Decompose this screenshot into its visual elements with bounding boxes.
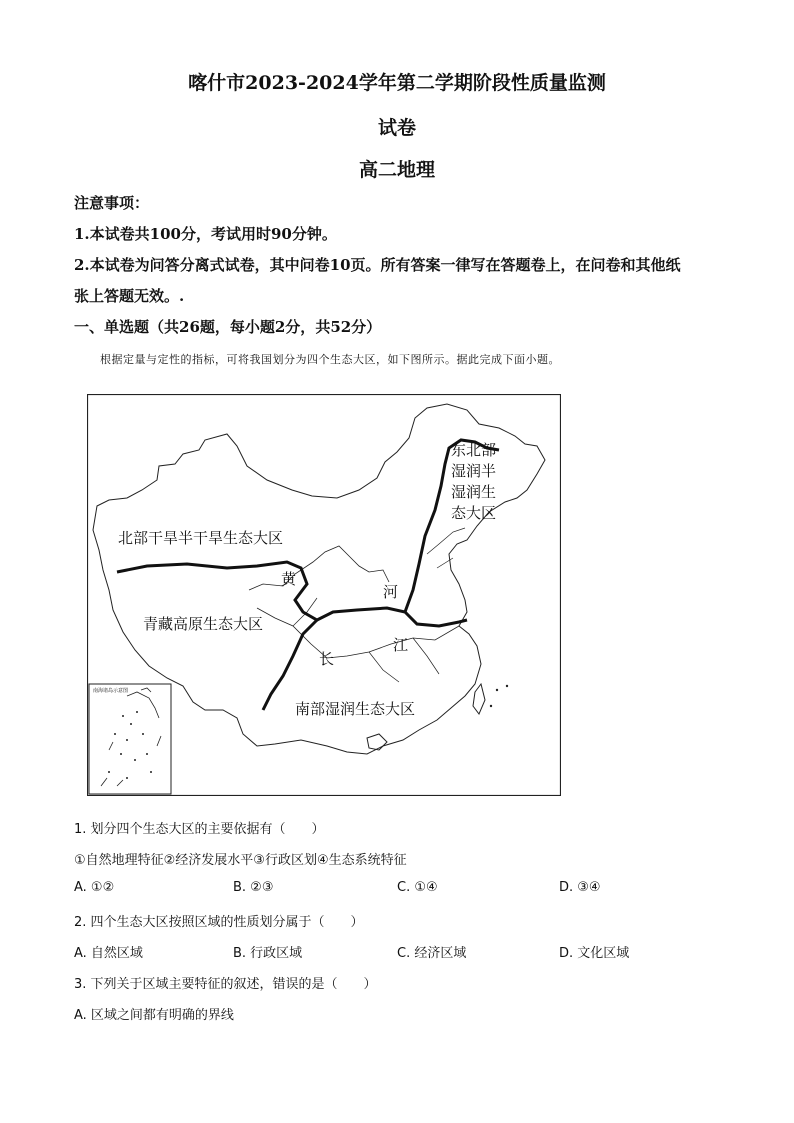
question-2-option-a[interactable]: A. 自然区域 bbox=[74, 946, 143, 961]
note-item-2-line2: 张上答题无效。. bbox=[74, 287, 185, 305]
label-ne-line1: 东北部 bbox=[451, 441, 497, 459]
question-intro: 根据定量与定性的指标，可将我国划分为四个生态大区，如下图所示。据此完成下面小题。 bbox=[100, 353, 560, 366]
question-1-option-b[interactable]: B. ②③ bbox=[233, 880, 274, 895]
notes-heading: 注意事项： bbox=[74, 194, 150, 212]
question-1-option-d[interactable]: D. ③④ bbox=[559, 880, 601, 895]
label-north-region: 北部干旱半干旱生态大区 bbox=[118, 529, 284, 547]
question-3-stem: 3. 下列关于区域主要特征的叙述，错误的是（ ） bbox=[74, 977, 377, 992]
question-1-extra: ①自然地理特征②经济发展水平③行政区划④生态系统特征 bbox=[74, 853, 407, 868]
river-label-huang: 黄 bbox=[281, 570, 297, 588]
note-item-1: 1.本试卷共100分，考试用时90分钟。 bbox=[74, 225, 337, 243]
question-1-stem: 1. 划分四个生态大区的主要依据有（ ） bbox=[74, 822, 325, 837]
question-1-option-a[interactable]: A. ①② bbox=[74, 880, 115, 895]
question-2-option-d[interactable]: D. 文化区域 bbox=[559, 946, 630, 961]
south-sea-inset bbox=[89, 684, 171, 794]
ecological-regions-map bbox=[87, 394, 561, 796]
question-2-stem: 2. 四个生态大区按照区域的性质划分属于（ ） bbox=[74, 915, 364, 930]
note-item-2-line1: 2.本试卷为问答分离式试卷，其中问卷10页。所有答案一律写在答题卷上，在问卷和其他纸 bbox=[74, 256, 681, 274]
question-2-option-b[interactable]: B. 行政区域 bbox=[233, 946, 303, 961]
label-south-region: 南部湿润生态大区 bbox=[295, 700, 416, 718]
river-label-chang: 长 bbox=[319, 650, 335, 668]
exam-title: 喀什市2023-2024学年第二学期阶段性质量监测 bbox=[188, 72, 606, 94]
question-1-option-c[interactable]: C. ①④ bbox=[397, 880, 438, 895]
river-label-jiang: 江 bbox=[393, 636, 409, 654]
label-ne-line3: 湿润生 bbox=[451, 483, 497, 501]
label-ne-line2: 湿润半 bbox=[451, 462, 497, 480]
inset-caption: 南海诸岛示意图 bbox=[93, 688, 129, 694]
label-qingzang-region: 青藏高原生态大区 bbox=[143, 615, 264, 633]
question-2-option-c[interactable]: C. 经济区域 bbox=[397, 946, 467, 961]
question-3-option-a[interactable]: A. 区域之间都有明确的界线 bbox=[74, 1008, 234, 1023]
river-label-he: 河 bbox=[383, 583, 399, 601]
label-ne-line4: 态大区 bbox=[451, 504, 497, 522]
subject-title: 高二地理 bbox=[358, 159, 435, 181]
exam-subtitle: 试卷 bbox=[377, 117, 416, 139]
section-heading: 一、单选题（共26题，每小题2分，共52分） bbox=[74, 318, 382, 336]
